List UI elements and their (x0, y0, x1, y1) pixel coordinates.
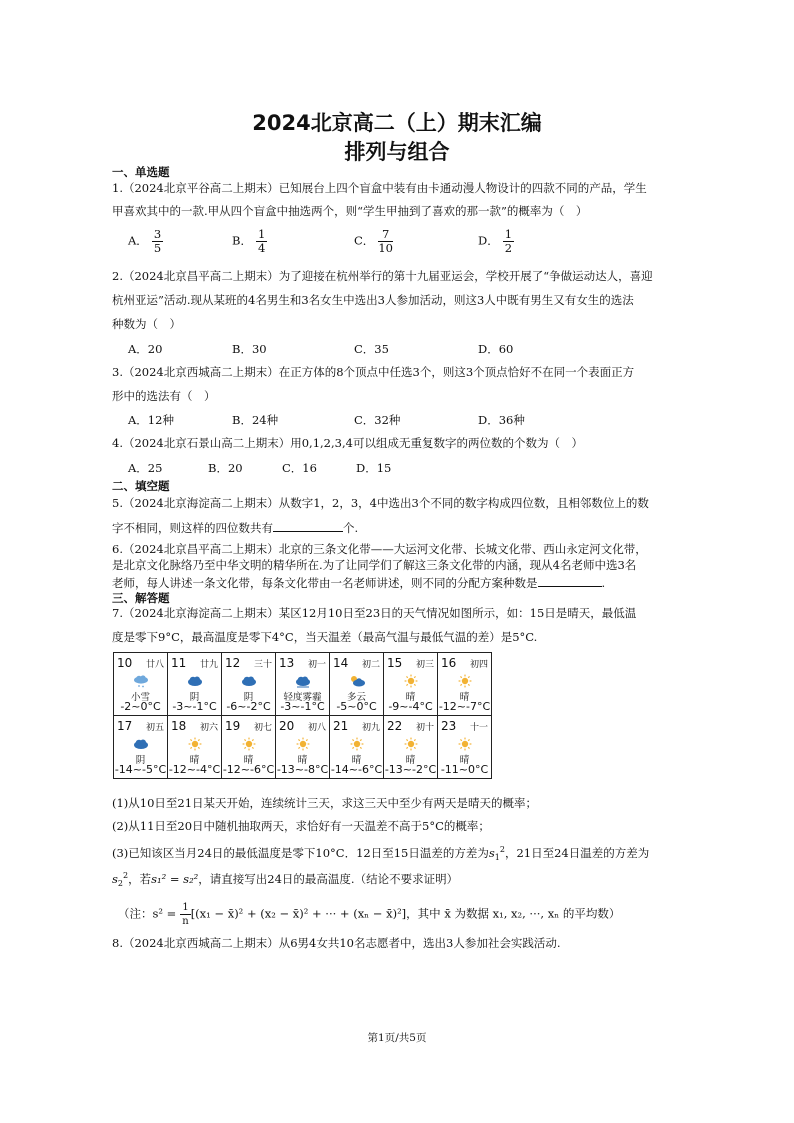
q1-line1: 1.（2024北京平谷高二上期末）已知展台上四个盲盒中装有由卡通动漫人物设计的四款不同的产品，学生 (112, 181, 647, 195)
q7-p3-text-d: ，请直接写出24日的最高温度.（结论不要求证明） (198, 871, 459, 886)
weather-desc: 晴 (459, 755, 470, 766)
q5-text-b: 个. (343, 521, 359, 535)
weather-lunar-date: 廿九 (199, 660, 218, 670)
q1-c-num: 7 (378, 228, 393, 242)
weather-desc: 晴 (297, 755, 308, 766)
q7-note (118, 901, 698, 928)
weather-day: 23 (441, 719, 457, 733)
q1-option-d-label: D． (478, 233, 499, 248)
q1-option-d (478, 228, 514, 255)
weather-desc: 晴 (405, 692, 416, 703)
q7-condition: s₁² = s₂² (151, 871, 199, 886)
weather-day: 17 (117, 719, 133, 733)
weather-temp: -12~-7°C (438, 700, 491, 713)
q2-line3: 种数为（ ） (112, 317, 181, 331)
q7-part3-line1 (112, 842, 692, 866)
q5-line2 (112, 519, 692, 536)
q2-option-b: B．30 (232, 342, 267, 356)
weather-cell-10 (114, 653, 168, 716)
q2-option-a: A．20 (128, 342, 163, 356)
q1-c-den: 10 (378, 241, 393, 255)
q1-line2: 甲喜欢其中的一款.甲从四个盲盒中抽选两个，则“学生甲抽到了喜欢的那一款”的概率为（ ） (112, 204, 588, 218)
q1-b-den: 4 (257, 241, 266, 255)
q1-option-c-label: C． (354, 233, 375, 248)
weather-day: 19 (225, 719, 241, 733)
section-answer: 三、解答题 (112, 591, 170, 605)
q6-line1: 6.（2024北京昌平高二上期末）北京的三条文化带——大运河文化带、长城文化带、西山永定河文化带， (112, 542, 647, 556)
weather-cell-18 (168, 716, 222, 779)
q5-text-a: 字不相同，则这样的四位数共有 (112, 521, 273, 535)
weather-lunar-date: 初二 (361, 660, 380, 670)
weather-temp: -11~0°C (440, 763, 489, 776)
partly-weather-icon (348, 673, 366, 687)
page-subtitle: 排列与组合 (344, 140, 450, 164)
q7-note-num: 1 (182, 902, 189, 913)
haze-weather-icon (294, 673, 312, 687)
q3-option-c: C．32种 (354, 413, 401, 427)
sun-weather-icon (186, 736, 204, 750)
weather-temp: -3~-1°C (280, 700, 325, 713)
q3-option-b: B．24种 (232, 413, 279, 427)
weather-day: 15 (387, 656, 403, 670)
weather-temp: -14~-5°C (114, 763, 167, 776)
weather-lunar-date: 初一 (307, 660, 326, 670)
weather-desc: 晴 (189, 755, 200, 766)
weather-day: 20 (279, 719, 295, 733)
weather-cell-20 (276, 716, 330, 779)
weather-row-1 (114, 653, 492, 716)
q7-note-a: （注：s² = (118, 906, 177, 921)
sun-weather-icon (348, 736, 366, 750)
q7-part2: (2)从11日至20日中随机抽取两天，求恰好有一天温差不高于5°C的概率； (112, 819, 490, 833)
q1-option-b-label: B． (232, 233, 252, 248)
q7-s2: s (112, 871, 118, 886)
sun-weather-icon (294, 736, 312, 750)
weather-temp: -12~-4°C (168, 763, 221, 776)
q3-line1: 3.（2024北京西城高二上期末）在正方体的8个顶点中任选3个，则这3个顶点恰好不在同一个表面正方 (112, 365, 635, 379)
q7-note-den: n (182, 916, 189, 927)
weather-day: 18 (171, 719, 187, 733)
snow-weather-icon (132, 673, 150, 687)
weather-lunar-date: 初三 (415, 660, 434, 670)
weather-desc: 晴 (459, 692, 470, 703)
q7-line2: 度是零下9°C，最高温度是零下4°C，当天温差（最高气温与最低气温的差）是5°C. (112, 630, 538, 644)
weather-lunar-date: 初四 (469, 660, 488, 670)
sun-weather-icon (456, 673, 474, 687)
q7-p3-text-c: ，若 (128, 871, 152, 886)
q7-note-b: ，其中 x̄ 为数据 x₁, x₂, ···, xₙ 的平均数） (406, 906, 621, 921)
weather-cell-22 (384, 716, 438, 779)
q5-answer-blank[interactable] (273, 519, 343, 532)
q1-option-c (354, 228, 393, 255)
weather-lunar-date: 十一 (469, 723, 488, 733)
q6-answer-blank[interactable] (538, 574, 602, 587)
weather-cell-23 (438, 716, 492, 779)
q8-line1: 8.（2024北京西城高二上期末）从6男4女共10名志愿者中，选出3人参加社会实践活动. (112, 936, 561, 950)
q1-d-den: 2 (504, 241, 513, 255)
weather-temp: -9~-4°C (388, 700, 433, 713)
weather-desc: 阴 (135, 755, 146, 766)
q1-option-a (128, 228, 163, 255)
q6-text-b: . (601, 576, 606, 590)
weather-desc: 晴 (351, 755, 362, 766)
weather-lunar-date: 初五 (145, 723, 164, 733)
q7-s2-sub: 2 (117, 879, 123, 889)
weather-row-2 (114, 716, 492, 779)
weather-lunar-date: 初八 (307, 723, 326, 733)
weather-day: 10 (117, 656, 133, 670)
weather-table (113, 652, 492, 779)
q6-line2: 是北京文化脉络乃至中华文明的精华所在.为了让同学们了解这三条文化带的内涵，现从4名老师中选3名 (112, 558, 637, 572)
q1-b-num: 1 (257, 227, 266, 241)
weather-lunar-date: 初十 (415, 723, 434, 733)
weather-desc: 多云 (346, 692, 366, 703)
q1-a-den: 5 (153, 241, 162, 255)
weather-day: 12 (225, 656, 241, 670)
weather-temp: -12~-6°C (222, 763, 275, 776)
sun-weather-icon (402, 736, 420, 750)
section-fill-in: 二、填空题 (112, 479, 170, 493)
cloud-weather-icon (240, 673, 258, 687)
q2-option-d: D．60 (478, 342, 514, 356)
weather-day: 14 (333, 656, 349, 670)
weather-lunar-date: 初九 (361, 723, 380, 733)
weather-cell-12 (222, 653, 276, 716)
weather-lunar-date: 三十 (253, 660, 272, 670)
q4-option-b: B．20 (208, 461, 243, 475)
q7-s1-sub: 1 (494, 853, 500, 863)
weather-cell-14 (330, 653, 384, 716)
weather-cell-16 (438, 653, 492, 716)
cloud-weather-icon (132, 736, 150, 750)
weather-day: 16 (441, 656, 457, 670)
weather-desc: 小雪 (130, 692, 150, 703)
q7-s2-sup: 2 (123, 871, 129, 880)
weather-cell-19 (222, 716, 276, 779)
q3-option-a: A．12种 (128, 413, 174, 427)
weather-desc: 轻度雾霾 (283, 692, 322, 703)
weather-lunar-date: 初六 (199, 723, 218, 733)
section-single-choice: 一、单选题 (112, 165, 170, 179)
weather-temp: -13~-2°C (384, 763, 437, 776)
q4-option-d: D．15 (356, 461, 392, 475)
q5-line1: 5.（2024北京海淀高二上期末）从数字1，2，3，4中选出3个不同的数字构成四位数，且相邻数位上的数 (112, 496, 649, 510)
weather-cell-21 (330, 716, 384, 779)
cloud-weather-icon (186, 673, 204, 687)
page-title: 2024北京高二（上）期末汇编 (252, 111, 542, 135)
weather-cell-11 (168, 653, 222, 716)
q4-option-a: A．25 (128, 461, 163, 475)
weather-temp: -13~-8°C (276, 763, 329, 776)
weather-temp: -5~0°C (336, 700, 377, 713)
q7-p3-text-a: (3)已知该区当月24日的最低温度是零下10°C．12日至15日温差的方差为 (112, 845, 489, 860)
q4-line1: 4.（2024北京石景山高二上期末）用0,1,2,3,4可以组成无重复数字的两位数的个数为（ ） (112, 436, 583, 450)
q4-option-c: C．16 (282, 461, 317, 475)
weather-lunar-date: 廿八 (145, 660, 164, 670)
q3-option-d: D．36种 (478, 413, 525, 427)
q7-p3-text-b: ，21日至24日温差的方差为 (504, 845, 650, 860)
weather-desc: 晴 (405, 755, 416, 766)
weather-day: 21 (333, 719, 349, 733)
weather-day: 22 (387, 719, 403, 733)
q1-option-b (232, 228, 267, 255)
q7-s1: s (488, 845, 495, 860)
q1-a-num: 3 (153, 227, 162, 241)
q7-s1-sup: 2 (499, 845, 505, 854)
weather-day: 11 (171, 656, 187, 670)
q3-line2: 形中的选法有（ ） (112, 389, 216, 403)
q2-line1: 2.（2024北京昌平高二上期末）为了迎接在杭州举行的第十九届亚运会，学校开展了“争做运动达人，喜迎 (112, 269, 653, 283)
q7-note-formula: [(x₁ − x̄)² + (x₂ − x̄)² + ··· + (xₙ − x̄)²] (190, 906, 407, 921)
q7-part1: (1)从10日至21日某天开始，连续统计三天，求这三天中至少有两天是晴天的概率； (112, 796, 538, 810)
q1-option-a-label: A． (128, 233, 148, 248)
sun-weather-icon (456, 736, 474, 750)
weather-temp: -6~-2°C (226, 700, 271, 713)
q2-line2: 杭州亚运”活动.现从某班的4名男生和3名女生中选出3人参加活动，则这3人中既有男生又有女生的选法 (112, 293, 634, 307)
sun-weather-icon (240, 736, 258, 750)
weather-temp: -3~-1°C (172, 700, 217, 713)
q7-part3-line2 (112, 868, 692, 892)
q6-line3 (112, 574, 692, 591)
page-footer: 第1页/共5页 (367, 1032, 427, 1044)
weather-desc: 阴 (189, 692, 200, 703)
q2-option-c: C．35 (354, 342, 389, 356)
weather-cell-17 (114, 716, 168, 779)
weather-lunar-date: 初七 (253, 723, 272, 733)
weather-desc: 晴 (243, 755, 254, 766)
weather-temp: -14~-6°C (330, 763, 383, 776)
weather-desc: 阴 (243, 692, 254, 703)
weather-temp: -2~0°C (120, 700, 161, 713)
sun-weather-icon (402, 673, 420, 687)
weather-cell-13 (276, 653, 330, 716)
weather-cell-15 (384, 653, 438, 716)
q7-line1: 7.（2024北京海淀高二上期末）某区12月10日至23日的天气情况如图所示，如：15日是晴天，最低温 (112, 606, 637, 620)
q1-d-num: 1 (504, 227, 513, 241)
q6-text-a: 老师，每人讲述一条文化带，每条文化带由一名老师讲述，则不同的分配方案种数是 (112, 576, 538, 590)
weather-day: 13 (279, 656, 295, 670)
